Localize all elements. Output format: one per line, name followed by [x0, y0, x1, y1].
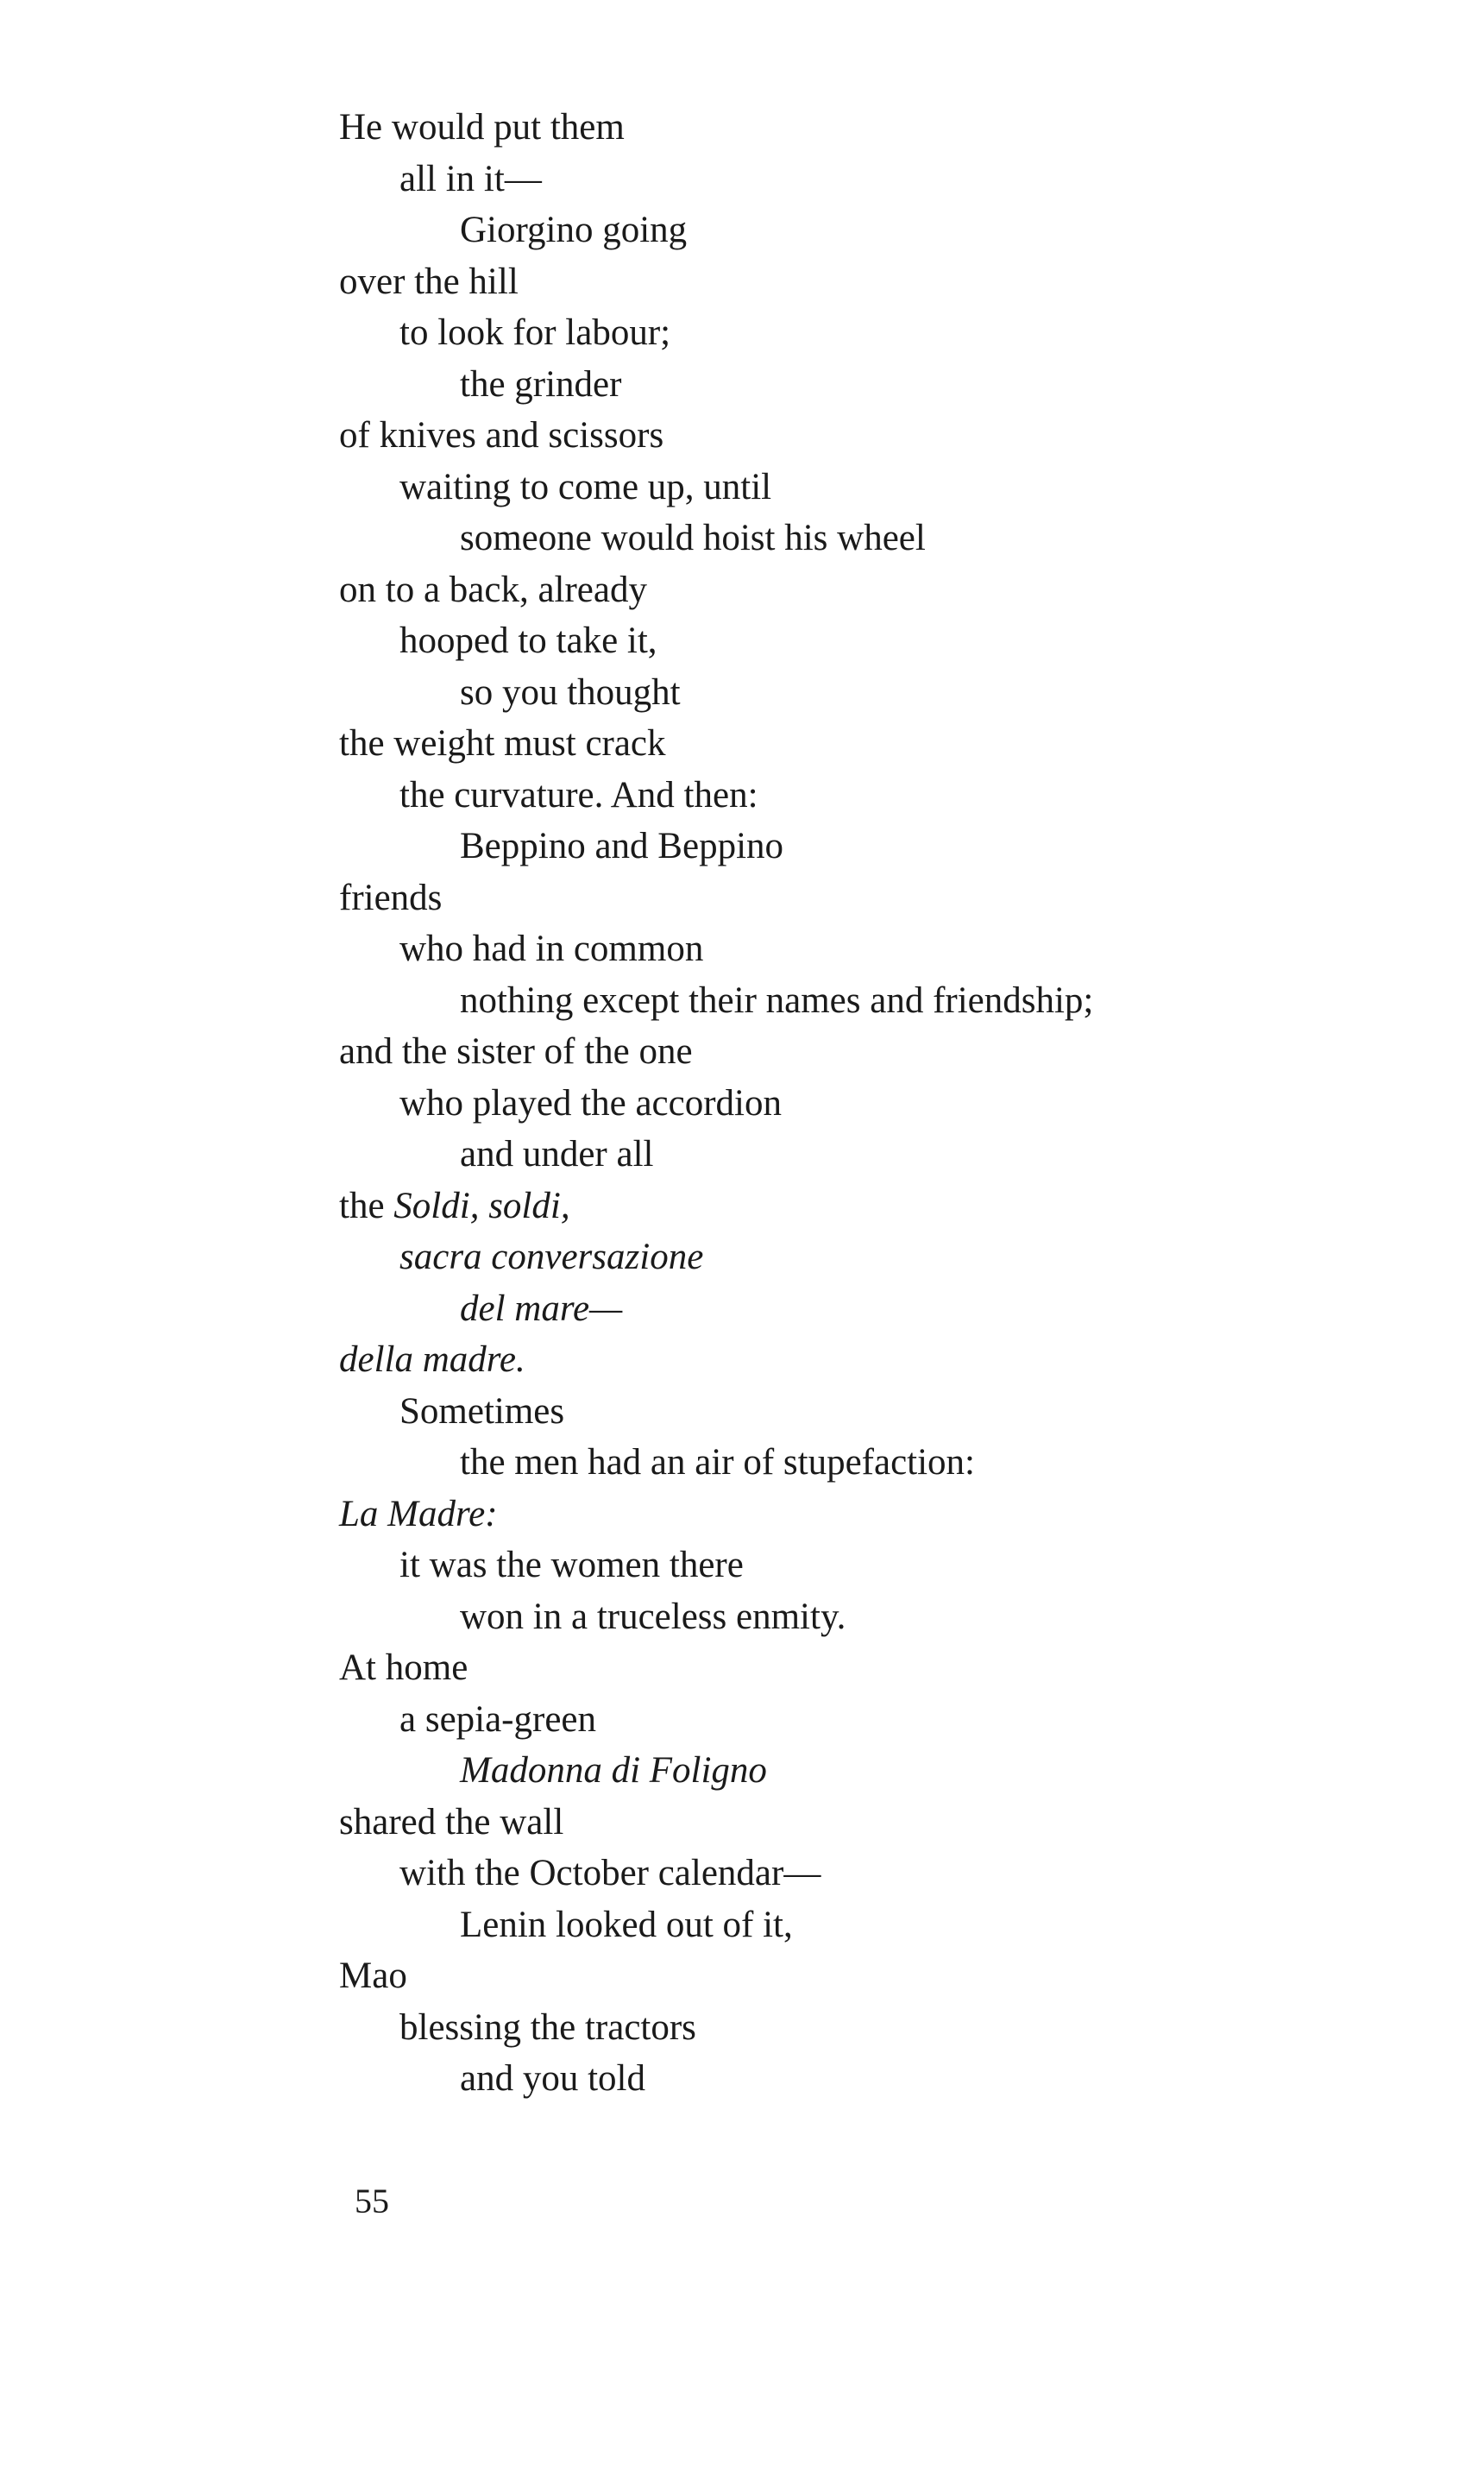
poem-line-text: who played the accordion [399, 1082, 782, 1124]
poem-line-italic-text: Soldi, soldi, [393, 1185, 570, 1226]
page-number: 55 [355, 2182, 389, 2220]
poem-line-text: so you thought [460, 671, 681, 713]
poem-line [339, 154, 1418, 205]
poem-line [339, 410, 1418, 462]
poem-line-text: someone would hoist his wheel [460, 518, 926, 558]
poem-line [339, 1437, 1418, 1489]
poem-line-text: del mare— [460, 1288, 623, 1329]
poem-line [339, 1283, 1418, 1335]
poem-line-text: and the sister of the one [339, 1031, 693, 1072]
poem-line [339, 205, 1418, 256]
poem-line [339, 1026, 1418, 1078]
poem-line [339, 564, 1418, 616]
poem-line-text: of knives and scissors [339, 415, 664, 456]
poem-line-text: the weight must crack [339, 723, 666, 764]
poem-line-text: won in a truceless enmity. [460, 1596, 846, 1637]
poem-line-text: all in it— [399, 158, 542, 199]
poem-line-text: hooped to take it, [399, 620, 657, 661]
poem-line-text: Madonna di Foligno [460, 1750, 767, 1791]
poem-line [339, 2053, 1418, 2105]
poem-line-text: over the hill [339, 261, 519, 302]
poem-line-text: shared the wall [339, 1801, 564, 1842]
poem-line [339, 1950, 1418, 2002]
poem-line-text: waiting to come up, until [399, 466, 772, 507]
poem-line [339, 1797, 1418, 1849]
poem-line [339, 615, 1418, 667]
poem-line-text: to look for labour; [399, 312, 671, 353]
poem-line [339, 667, 1418, 719]
poem-line-text: della madre. [339, 1339, 525, 1380]
poem-line [339, 718, 1418, 770]
poem-line [339, 1334, 1418, 1386]
poem-line-text: and under all [460, 1134, 654, 1175]
poem-line-text: Lenin looked out of it, [460, 1904, 793, 1945]
poem-line [339, 1848, 1418, 1899]
poem-line [339, 872, 1418, 924]
poem-line-text: with the October calendar— [399, 1853, 821, 1893]
poem-line [339, 1899, 1418, 1951]
poem-line [339, 1386, 1418, 1438]
poem-line-text: the curvature. And then: [399, 774, 758, 816]
poem-line [339, 1591, 1418, 1643]
poem-line-text: and you told [460, 2058, 645, 2099]
poem-line-text: Sometimes [399, 1390, 565, 1432]
poem-line [339, 770, 1418, 822]
poem-line [339, 1694, 1418, 1746]
poem-line-text: He would put them [339, 107, 625, 148]
poem-line [339, 1642, 1418, 1694]
poem-line-text: At home [339, 1647, 468, 1688]
poem-line [339, 102, 1418, 154]
poem-line [339, 2002, 1418, 2054]
poem-line [339, 462, 1418, 513]
poem-line [339, 359, 1418, 411]
poem-line [339, 1540, 1418, 1591]
poem-line-text: Beppino and Beppino [460, 826, 784, 866]
poem-line-text: Mao [339, 1956, 407, 1996]
poem-line [339, 1489, 1418, 1540]
poem-line-text: the grinder [460, 363, 622, 405]
poem-line [339, 923, 1418, 975]
poem-line [339, 975, 1418, 1027]
poem-line-text: who had in common [399, 929, 704, 969]
poem-text [339, 102, 1418, 2105]
poem-line-text: friends [339, 877, 443, 918]
poem-line [339, 1078, 1418, 1130]
poem-line-text: La Madre: [339, 1493, 498, 1534]
poem-line-text: blessing the tractors [399, 2006, 696, 2048]
poem-line-text: the [339, 1185, 394, 1226]
poem-line [339, 1129, 1418, 1181]
poem-line [339, 1745, 1418, 1797]
poem-line [339, 256, 1418, 308]
poem-line-text: on to a back, already [339, 569, 647, 610]
poem-line [339, 821, 1418, 872]
poem-line-text: it was the women there [399, 1545, 744, 1585]
poem-line [339, 307, 1418, 359]
poem-line-text: nothing except their names and friendship; [460, 979, 1094, 1021]
poem-line [339, 1231, 1418, 1283]
poem-line-text: a sepia-green [399, 1698, 596, 1740]
poem-line-text: the men had an air of stupefaction: [460, 1442, 976, 1483]
poem-line-text: Giorgino going [460, 210, 688, 250]
poem-line [339, 513, 1418, 564]
poem-line-text: sacra conversazione [399, 1237, 704, 1277]
poem-line [339, 1181, 1418, 1232]
